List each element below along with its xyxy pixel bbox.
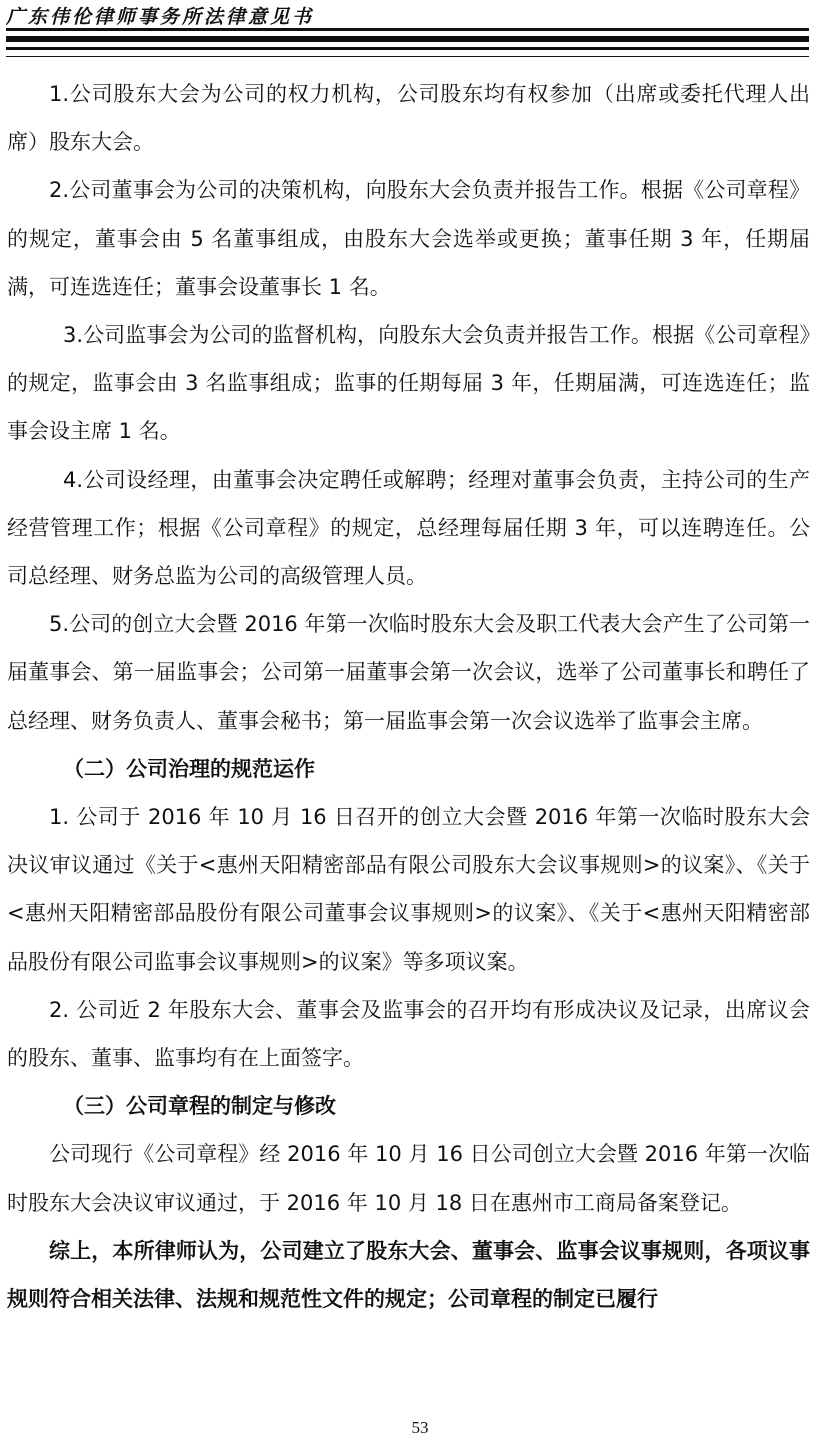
section-heading-governance: （二）公司治理的规范运作	[63, 756, 315, 781]
governance-paragraph-1: 1. 公司于 2016 年 10 月 16 日召开的创立大会暨 2016 年第一次临时股东大会决议审议通过《关于<惠州天阳精密部品有限公司股东大会议事规则>的议案》、《关于<惠州天阳精密部品股份有限公司董事会议事规则>的议案》、《关于<惠州天阳精密部品股份有限公司监事会议事规则>的议案》等多项议案。	[7, 805, 810, 974]
document-body	[7, 70, 810, 1323]
paragraph-2: 2.公司董事会为公司的决策机构，向股东大会负责并报告工作。根据《公司章程》的规定，董事会由 5 名董事组成，由股东大会选举或更换；董事任期 3 年，任期届满，可连选连任；董事会设董事长 1 名。	[7, 178, 810, 299]
paragraph-3: 3.公司监事会为公司的监督机构，向股东大会负责并报告工作。根据《公司章程》的规定，监事会由 3 名监事组成；监事的任期每届 3 年，任期届满，可连选连任；监事会设主席 1 名。	[7, 323, 810, 444]
section-heading-articles: （三）公司章程的制定与修改	[63, 1094, 336, 1119]
paragraph-5: 5.公司的创立大会暨 2016 年第一次临时股东大会及职工代表大会产生了公司第一届董事会、第一届监事会；公司第一届董事会第一次会议，选举了公司董事长和聘任了总经理、财务负责人、董事会秘书；第一届监事会第一次会议选举了监事会主席。	[7, 612, 810, 733]
header-rule	[6, 56, 809, 57]
header-rule	[6, 28, 809, 31]
header-rule	[6, 47, 809, 50]
conclusion-paragraph: 综上，本所律师认为，公司建立了股东大会、董事会、监事会议事规则，各项议事规则符合相关法律、法规和规范性文件的规定；公司章程的制定已履行	[7, 1238, 810, 1312]
header-rule	[6, 36, 809, 42]
page-number: 53	[411, 1418, 429, 1437]
firm-document-title: 广东伟伦律师事务所法律意见书	[6, 6, 315, 28]
paragraph-4: 4.公司设经理，由董事会决定聘任或解聘；经理对董事会负责，主持公司的生产经营管理工作；根据《公司章程》的规定，总经理每届任期 3 年，可以连聘连任。公司总经理、财务总监为公司的高级管理人员。	[7, 467, 810, 589]
governance-paragraph-2: 2. 公司近 2 年股东大会、董事会及监事会的召开均有形成决议及记录，出席议会的股东、董事、监事均有在上面签字。	[7, 997, 810, 1071]
articles-paragraph-1: 公司现行《公司章程》经 2016 年 10 月 16 日公司创立大会暨 2016 年第一次临时股东大会决议审议通过，于 2016 年 10 月 18 日在惠州市工商局备案登记。	[7, 1142, 810, 1215]
paragraph-1: 1.公司股东大会为公司的权力机构，公司股东均有权参加（出席或委托代理人出席）股东大会。	[7, 82, 810, 155]
